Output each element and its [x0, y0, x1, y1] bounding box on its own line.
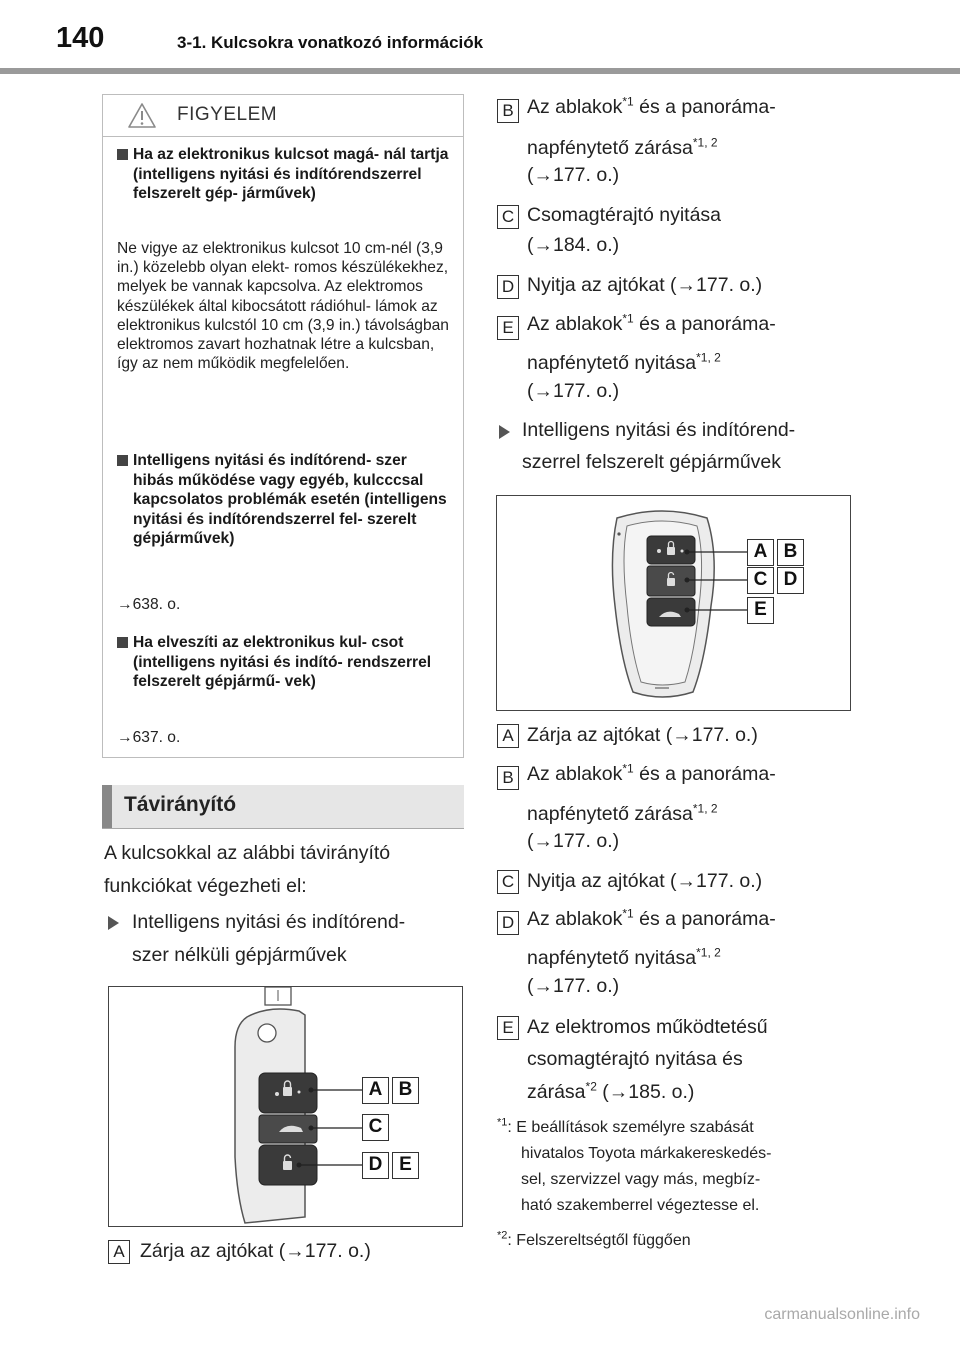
right-bottom-e-line1: Az elektromos működtetésű: [527, 1016, 768, 1038]
fig2-label-d: D: [777, 567, 804, 594]
warning-box: [102, 94, 464, 758]
right-top-e-line3: (→177. o.): [527, 380, 620, 402]
right-bottom-d-line1: Az ablakok$^{*1}$ és a panoráma-: [527, 906, 776, 930]
bullet-triangle-icon: [499, 425, 510, 439]
with-smart-line-2: szerrel felszerelt gépjárművek: [522, 451, 782, 473]
fig1-label-a: A: [362, 1077, 389, 1104]
fig1-label-e: E: [392, 1152, 419, 1179]
letter-box-e: E: [497, 1016, 519, 1040]
flip-key-illustration: [109, 987, 462, 1226]
footnote-1-line-3: sel, szervizzel vagy más, megbíz-: [521, 1171, 761, 1188]
warning-text-3: →637. o.: [117, 729, 181, 746]
heading-accent-bar: [102, 785, 112, 828]
right-bottom-b-line3: (→177. o.): [527, 830, 620, 852]
right-top-e-line1: Az ablakok$^{*1}$ és a panoráma-: [527, 311, 776, 335]
right-bottom-b-line1: Az ablakok$^{*1}$ és a panoráma-: [527, 761, 776, 785]
watermark: carmanualsonline.info: [764, 1306, 920, 1323]
letter-box-e: E: [497, 316, 519, 340]
letter-box-a: A: [108, 1240, 130, 1264]
warning-heading-2: Intelligens nyitási és indítórend- szer hibás működése vagy egyéb, kulcccsal kapcsolatos problémák esetén (intelligens nyitási és indítórendszerrel fel- szerelt gépjárművek): [117, 451, 449, 549]
letter-box-d: D: [497, 275, 519, 299]
footnote-1-line-1: $^{*1}$: E beállítások személyre szabását: [497, 1116, 754, 1136]
letter-box-c: C: [497, 870, 519, 894]
without-smart-line-1: Intelligens nyitási és indítórend-: [132, 911, 406, 933]
warning-title: FIGYELEM: [177, 104, 278, 125]
fig2-label-e: E: [747, 597, 774, 624]
right-top-b-line2: napfénytető zárása$^{*1, 2}$: [527, 135, 718, 159]
remote-heading-title: Távirányító: [124, 793, 237, 816]
right-bottom-c-line1: Nyitja az ajtókat (→177. o.): [527, 870, 763, 892]
intro-line-2: funkciókat végezheti el:: [104, 875, 307, 897]
right-bottom-a-line1: Zárja az ajtókat (→177. o.): [527, 724, 758, 746]
warning-heading-1: Ha az elektronikus kulcsot magá- nál tartja (intelligens nyitási és indítórendszerrel felszerelt gép- járművek): [117, 145, 449, 204]
figure-flip-key: [108, 986, 463, 1227]
without-smart-line-2: szer nélküli gépjárművek: [132, 944, 347, 966]
letter-box-d: D: [497, 911, 519, 935]
section-title: 3-1. Kulcsokra vonatkozó információk: [177, 33, 484, 52]
warning-header: [103, 95, 463, 137]
right-bottom-e-line3: zárása$^{*2}$ (→185. o.): [527, 1079, 695, 1103]
right-top-b-line3: (→177. o.): [527, 164, 620, 186]
section-heading-remote: [102, 785, 464, 829]
figure-smart-key: [496, 495, 851, 711]
smart-key-illustration: [497, 496, 850, 710]
warning-triangle-icon: [127, 102, 157, 129]
letter-box-b: B: [497, 99, 519, 123]
right-top-d-line1: Nyitja az ajtókat (→177. o.): [527, 274, 763, 296]
header-rule: [0, 68, 960, 74]
fig1-label-d: D: [362, 1152, 389, 1179]
bullet-triangle-icon: [108, 916, 119, 930]
warning-text-2: →638. o.: [117, 596, 181, 613]
right-top-e-line2: napfénytető nyitása$^{*1, 2}$: [527, 350, 721, 374]
left-item-a-text: Zárja az ajtókat (→177. o.): [140, 1240, 371, 1262]
intro-line-1: A kulcsokkal az alábbi távirányító: [104, 842, 391, 864]
letter-box-c: C: [497, 205, 519, 229]
right-bottom-e-line2: csomagtérajtó nyitása és: [527, 1048, 743, 1070]
fig2-label-c: C: [747, 567, 774, 594]
fig1-label-b: B: [392, 1077, 419, 1104]
warning-text-1: Ne vigye az elektronikus kulcsot 10 cm-nél (3,9 in.) közelebb olyan elekt- romos készülékekhez, melyek be vannak kapcsolva. Az elektromos készülékek által kibocsátott rádióhul- lámok az elektronikus kulcstól 10 cm (3,9 in.) távolságban elektromos zavart hozhatnak létre a kulcsban, így az nem működik megfelelően.: [117, 240, 449, 373]
footnote-2: $^{*2}$: Felszereltségtől függően: [497, 1229, 691, 1249]
fig1-label-c: C: [362, 1114, 389, 1141]
footnote-1-line-4: ható szakemberrel végeztesse el.: [521, 1197, 760, 1214]
right-top-c-line1: Csomagtérajtó nyitása: [527, 204, 722, 226]
letter-box-b: B: [497, 766, 519, 790]
right-bottom-d-line2: napfénytető nyitása$^{*1, 2}$: [527, 945, 721, 969]
right-top-b-line1: Az ablakok$^{*1}$ és a panoráma-: [527, 94, 776, 118]
right-bottom-d-line3: (→177. o.): [527, 975, 620, 997]
footnote-1-line-2: hivatalos Toyota márkakereskedés-: [521, 1145, 772, 1162]
letter-box-a: A: [497, 724, 519, 748]
warning-heading-3: Ha elveszíti az elektronikus kul- csot (intelligens nyitási és indító- rendszerrel felszerelt gépjármű- vek): [117, 633, 449, 692]
right-top-c-line2: (→184. o.): [527, 234, 620, 256]
right-bottom-b-line2: napfénytető zárása$^{*1, 2}$: [527, 801, 718, 825]
with-smart-line-1: Intelligens nyitási és indítórend-: [522, 419, 796, 441]
page-number: 140: [56, 22, 105, 54]
fig2-label-a: A: [747, 539, 774, 566]
fig2-label-b: B: [777, 539, 804, 566]
